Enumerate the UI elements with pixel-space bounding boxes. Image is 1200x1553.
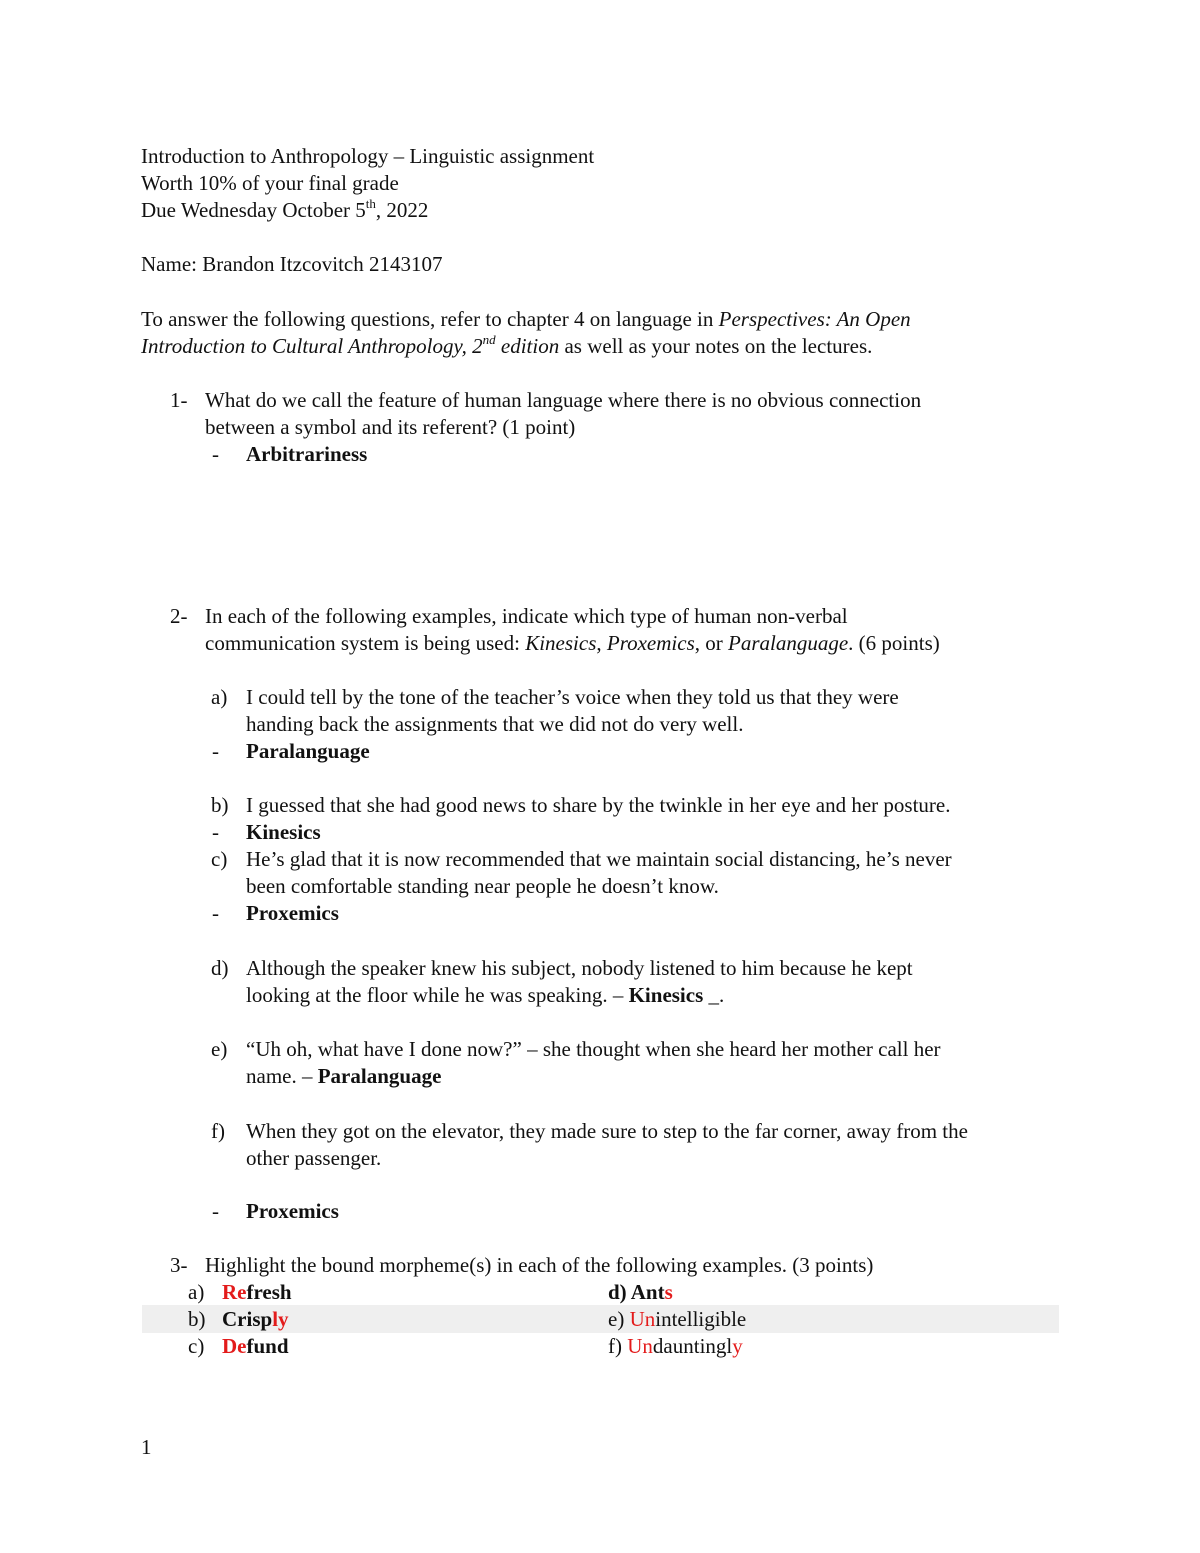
q2b-text-1: I guessed that she had good news to share by the twinkle in her eye and her posture. xyxy=(246,793,951,817)
q1-text-1: What do we call the feature of human language where there is no obvious connection xyxy=(205,388,922,412)
q2a-dash: - xyxy=(212,739,219,763)
grade-weight: Worth 10% of your final grade xyxy=(141,171,399,195)
q2f-text-2: other passenger. xyxy=(246,1146,382,1170)
q2e-text-1: “Uh oh, what have I done now?” – she thought when she heard her mother call her xyxy=(246,1037,941,1061)
q2-text-2: communication system is being used: Kinesics, Proxemics, or Paralanguage. (6 points) xyxy=(205,631,940,655)
page-number: 1 xyxy=(141,1435,152,1459)
q2d-text-2: looking at the floor while he was speaking. – Kinesics _. xyxy=(246,983,725,1007)
q3e-word: e) Unintelligible xyxy=(608,1307,747,1331)
q1-answer: Arbitrariness xyxy=(246,442,368,466)
q2d-answer: Kinesics xyxy=(628,983,704,1007)
q3-number: 3- xyxy=(170,1253,188,1277)
q2a-text-2: handing back the assignments that we did not do very well. xyxy=(246,712,744,736)
q3b-word: Crisply xyxy=(222,1307,289,1331)
q2a-text-1: I could tell by the tone of the teacher’s voice when they told us that they were xyxy=(246,685,899,709)
q2f-label: f) xyxy=(211,1119,225,1143)
due-date: Due Wednesday October 5th, 2022 xyxy=(141,196,429,222)
q3c-label: c) xyxy=(188,1334,205,1358)
q2-text-1: In each of the following examples, indicate which type of human non-verbal xyxy=(205,604,848,628)
q2f-answer: Proxemics xyxy=(246,1199,339,1223)
q3b-label: b) xyxy=(188,1307,206,1331)
q3f-word: f) Undauntingly xyxy=(608,1334,743,1358)
q2e-label: e) xyxy=(211,1037,228,1061)
q2b-answer: Kinesics xyxy=(246,820,321,844)
q3c-word: Defund xyxy=(222,1334,289,1358)
q2c-text-2: been comfortable standing near people he doesn’t know. xyxy=(246,874,719,898)
q2c-label: c) xyxy=(211,847,228,871)
q2c-dash: - xyxy=(212,901,219,925)
q2b-label: b) xyxy=(211,793,229,817)
q2a-answer: Paralanguage xyxy=(246,739,370,763)
q3a-label: a) xyxy=(188,1280,205,1304)
intro-line-2: Introduction to Cultural Anthropology, 2nd edition as well as your notes on the lectures. xyxy=(141,332,873,358)
student-name: Name: Brandon Itzcovitch 2143107 xyxy=(141,252,443,276)
q2f-text-1: When they got on the elevator, they made sure to step to the far corner, away from the xyxy=(246,1119,968,1143)
q2d-label: d) xyxy=(211,956,229,980)
q2c-text-1: He’s glad that it is now recommended that we maintain social distancing, he’s never xyxy=(246,847,952,871)
assignment-title: Introduction to Anthropology – Linguistic assignment xyxy=(141,144,595,168)
q2e-text-2: name. – Paralanguage xyxy=(246,1064,442,1088)
q2-number: 2- xyxy=(170,604,188,628)
q2d-text-1: Although the speaker knew his subject, nobody listened to him because he kept xyxy=(246,956,913,980)
q3d-word: d) Ants xyxy=(608,1280,673,1304)
q1-dash: - xyxy=(212,442,219,466)
q1-text-2: between a symbol and its referent? (1 point) xyxy=(205,415,576,439)
q2c-answer: Proxemics xyxy=(246,901,339,925)
q2b-dash: - xyxy=(212,820,219,844)
q3a-word: Refresh xyxy=(222,1280,292,1304)
q2a-label: a) xyxy=(211,685,228,709)
q3-text: Highlight the bound morpheme(s) in each of the following examples. (3 points) xyxy=(205,1253,874,1277)
q2f-dash: - xyxy=(212,1199,219,1223)
intro-line-1: To answer the following questions, refer to chapter 4 on language in Perspectives: An Open xyxy=(141,307,911,331)
q2e-answer: Paralanguage xyxy=(317,1064,442,1088)
q1-number: 1- xyxy=(170,388,188,412)
